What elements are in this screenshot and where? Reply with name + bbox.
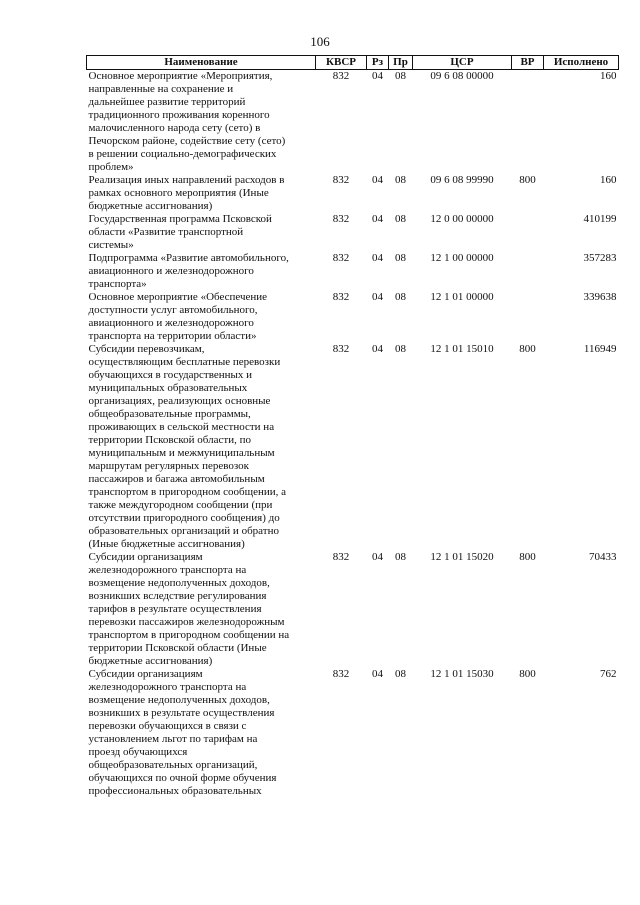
name-line: бюджетные ассигнования) — [88, 200, 213, 212]
name-line: в решении социально-демографических — [88, 148, 277, 160]
name-cell — [87, 551, 316, 668]
name-line: пассажиров и багажа автомобильным — [88, 473, 265, 485]
pr-cell: 08 — [395, 668, 406, 680]
name-line: также междугородном сообщении (при — [88, 499, 273, 511]
name-line: Основное мероприятие «Мероприятия, — [88, 70, 273, 82]
pr-cell: 08 — [395, 551, 406, 563]
name-line: перевозки пассажиров железнодорожным — [88, 616, 285, 628]
name-cell — [87, 213, 316, 252]
rz-cell: 04 — [372, 551, 383, 563]
name-line: железнодорожного транспорта на — [88, 564, 247, 576]
name-line: Печорском районе, содействие сету (сето) — [88, 135, 286, 147]
rz-cell: 04 — [372, 213, 383, 225]
name-line: бюджетные ассигнования) — [88, 655, 213, 667]
table-header-row — [87, 56, 619, 70]
pr-cell: 08 — [395, 252, 406, 264]
name-line: территории Псковской области (Иные — [88, 642, 267, 654]
name-line: общеобразовательные программы, — [88, 408, 251, 420]
name-line: области «Развитие транспортной — [88, 226, 244, 238]
table-row — [87, 291, 619, 343]
vr-cell: 800 — [519, 343, 536, 355]
name-line: проблем» — [88, 161, 134, 173]
name-line: Субсидии организациям — [88, 668, 203, 680]
pr-cell: 08 — [395, 343, 406, 355]
amount-cell: 762 — [600, 668, 617, 680]
csr-cell: 09 6 08 00000 — [430, 70, 494, 82]
name-line: доступности услуг автомобильного, — [88, 304, 258, 316]
name-line: общеобразовательных организаций, — [88, 759, 258, 771]
name-line: отсутствии пригородного сообщения) до — [88, 512, 280, 524]
kvsr-cell: 832 — [332, 213, 350, 225]
amount-cell: 410199 — [583, 213, 617, 225]
amount-cell: 160 — [600, 174, 617, 186]
vr-cell: 800 — [519, 174, 536, 186]
header-rz: Рз — [367, 56, 389, 70]
pr-cell: 08 — [395, 174, 406, 186]
name-line: муниципальным и межмуниципальным — [88, 447, 275, 459]
amount-cell: 339638 — [583, 291, 617, 303]
name-cell — [87, 343, 316, 551]
name-cell — [87, 174, 316, 213]
vr-cell: 800 — [519, 551, 536, 563]
csr-cell: 12 1 01 15030 — [430, 668, 494, 680]
pr-cell: 08 — [395, 213, 406, 225]
name-line: транспортом в пригородном сообщении на — [88, 629, 290, 641]
name-line: перевозки обучающихся в связи с — [88, 720, 247, 732]
pr-cell: 08 — [395, 70, 406, 82]
table-row — [87, 252, 619, 291]
name-line: проживающих в сельской местности на — [88, 421, 275, 433]
kvsr-cell: 832 — [332, 291, 350, 303]
table-row — [87, 668, 619, 798]
vr-cell — [512, 213, 544, 252]
kvsr-cell: 832 — [332, 70, 350, 82]
pr-cell: 08 — [395, 291, 406, 303]
rz-cell: 04 — [372, 70, 383, 82]
name-line: рамках основного мероприятия (Иные — [88, 187, 269, 199]
name-line: профессиональных образовательных — [88, 785, 262, 797]
name-line: малочисленного народа сету (сето) в — [88, 122, 261, 134]
vr-cell: 800 — [519, 668, 536, 680]
name-line: Подпрограмма «Развитие автомобильного, — [88, 252, 289, 264]
csr-cell: 09 6 08 99990 — [430, 174, 494, 186]
name-cell — [87, 252, 316, 291]
name-line: территории Псковской области, по — [88, 434, 251, 446]
csr-cell: 12 1 01 00000 — [430, 291, 494, 303]
name-line: установлением льгот по тарифам на — [88, 733, 258, 745]
table-row — [87, 174, 619, 213]
rz-cell: 04 — [372, 668, 383, 680]
name-line: образовательных организаций и обратно — [88, 525, 279, 537]
amount-cell: 160 — [600, 70, 617, 82]
name-line: авиационного и железнодорожного — [88, 265, 254, 277]
name-line: возникших в результате осуществления — [88, 707, 275, 719]
name-line: железнодорожного транспорта на — [88, 681, 247, 693]
name-line: (Иные бюджетные ассигнования) — [88, 538, 245, 550]
name-line: направленные на сохранение и — [88, 83, 234, 95]
name-cell — [87, 291, 316, 343]
name-line: Субсидии организациям — [88, 551, 203, 563]
header-amount: Исполнено — [544, 56, 619, 70]
amount-cell: 357283 — [583, 252, 617, 264]
name-line: проезд обучающихся — [88, 746, 188, 758]
amount-cell: 116949 — [583, 343, 617, 355]
name-line: возникших вследствие регулирования — [88, 590, 267, 602]
table-row — [87, 551, 619, 668]
table-row — [87, 70, 619, 175]
name-line: возмещение недополученных доходов, — [88, 577, 270, 589]
name-line: организациях, реализующих основные — [88, 395, 271, 407]
name-line: Реализация иных направлений расходов в — [88, 174, 285, 186]
csr-cell: 12 1 00 00000 — [430, 252, 494, 264]
name-line: традиционного проживания коренного — [88, 109, 270, 121]
table-row — [87, 343, 619, 551]
header-kvsr: КВСР — [316, 56, 367, 70]
name-line: Основное мероприятие «Обеспечение — [88, 291, 268, 303]
rz-cell: 04 — [372, 343, 383, 355]
kvsr-cell: 832 — [332, 174, 350, 186]
vr-cell — [512, 252, 544, 291]
kvsr-cell: 832 — [332, 252, 350, 264]
kvsr-cell: 832 — [332, 551, 350, 563]
csr-cell: 12 0 00 00000 — [430, 213, 494, 225]
name-line: осуществляющим бесплатные перевозки — [88, 356, 281, 368]
name-cell — [87, 668, 316, 798]
header-pr: Пр — [389, 56, 413, 70]
name-line: авиационного и железнодорожного — [88, 317, 254, 329]
amount-cell: 70433 — [589, 551, 617, 563]
name-line: муниципальных образовательных — [88, 382, 248, 394]
rz-cell: 04 — [372, 252, 383, 264]
table-row — [87, 213, 619, 252]
kvsr-cell: 832 — [332, 343, 350, 355]
name-line: транспорта» — [88, 278, 147, 290]
name-line: возмещение недополученных доходов, — [88, 694, 270, 706]
header-name: Наименование — [87, 56, 316, 70]
vr-cell — [512, 70, 544, 175]
table-body — [87, 70, 619, 799]
page-number: 106 — [310, 34, 330, 49]
csr-cell: 12 1 01 15010 — [430, 343, 494, 355]
name-line: тарифов в результате осуществления — [88, 603, 262, 615]
name-line: Субсидии перевозчикам, — [88, 343, 205, 355]
header-csr: ЦСР — [413, 56, 512, 70]
name-line: обучающихся по очной форме обучения — [88, 772, 277, 784]
name-line: Государственная программа Псковской — [88, 213, 272, 225]
name-line: системы» — [88, 239, 134, 251]
rz-cell: 04 — [372, 291, 383, 303]
name-line: транспортом в пригородном сообщении, а — [88, 486, 286, 498]
budget-table — [86, 55, 619, 798]
kvsr-cell: 832 — [332, 668, 350, 680]
name-cell — [87, 70, 316, 175]
rz-cell: 04 — [372, 174, 383, 186]
name-line: транспорта на территории области» — [88, 330, 257, 342]
name-line: дальнейшее развитие территорий — [88, 96, 246, 108]
name-line: маршрутам регулярных перевозок — [88, 460, 250, 472]
vr-cell — [512, 291, 544, 343]
name-line: обучающихся в государственных и — [88, 369, 253, 381]
header-vr: ВР — [512, 56, 544, 70]
csr-cell: 12 1 01 15020 — [430, 551, 494, 563]
